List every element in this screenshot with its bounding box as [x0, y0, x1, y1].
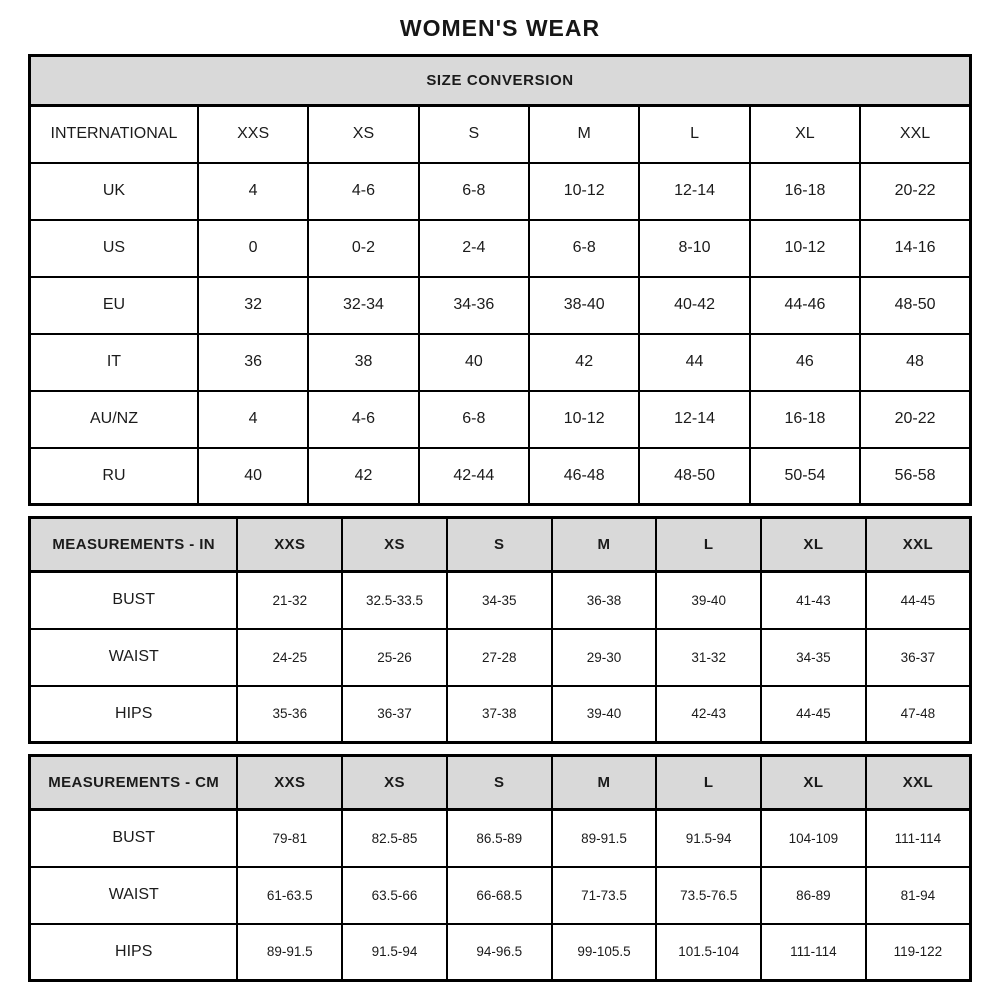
- measurements_in-value-cell: 37-38: [447, 686, 552, 743]
- measurements_cm-row-label: BUST: [30, 810, 238, 867]
- size_conversion-size-header: XL: [750, 106, 860, 163]
- size_conversion-value-cell: 46: [750, 334, 860, 391]
- size_conversion-value-cell: 16-18: [750, 163, 860, 220]
- size_conversion-row-label: EU: [30, 277, 198, 334]
- measurements_cm-value-cell: 71-73.5: [552, 867, 657, 924]
- size_conversion-row-label: UK: [30, 163, 198, 220]
- measurements_in-size-header: XL: [761, 518, 866, 572]
- size_conversion-row-label: IT: [30, 334, 198, 391]
- measurements_cm-value-cell: 86-89: [761, 867, 866, 924]
- measurements_in-size-header: XXL: [866, 518, 971, 572]
- measurements_in-size-header: XS: [342, 518, 447, 572]
- size_conversion-value-cell: 34-36: [419, 277, 529, 334]
- measurements_in-value-cell: 36-38: [552, 572, 657, 629]
- measurements_cm-row: [30, 810, 971, 867]
- measurements_cm-value-cell: 61-63.5: [237, 867, 342, 924]
- size_conversion-row: [30, 391, 971, 448]
- size_conversion-value-cell: 48-50: [639, 448, 749, 505]
- size_conversion-value-cell: 56-58: [860, 448, 970, 505]
- size_conversion-row-label: US: [30, 220, 198, 277]
- measurements_cm-row-label: HIPS: [30, 924, 238, 981]
- size_conversion-value-cell: 14-16: [860, 220, 970, 277]
- size_conversion-value-cell: 20-22: [860, 163, 970, 220]
- measurements_cm-value-cell: 91.5-94: [656, 810, 761, 867]
- measurements_cm-value-cell: 89-91.5: [552, 810, 657, 867]
- measurements_cm-value-cell: 119-122: [866, 924, 971, 981]
- size_conversion-value-cell: 10-12: [750, 220, 860, 277]
- size_conversion-row: [30, 334, 971, 391]
- measurements_in-value-cell: 36-37: [866, 629, 971, 686]
- size_conversion-value-cell: 10-12: [529, 391, 639, 448]
- size_conversion-value-cell: 50-54: [750, 448, 860, 505]
- measurements_in-value-cell: 21-32: [237, 572, 342, 629]
- size-conversion-table: [28, 54, 972, 506]
- measurements_in-size-header: M: [552, 518, 657, 572]
- size_conversion-value-cell: 0: [198, 220, 308, 277]
- page-title: WOMEN'S WEAR: [399, 15, 601, 41]
- size_conversion-value-cell: 44-46: [750, 277, 860, 334]
- size-conversion-body: [30, 106, 971, 505]
- measurements_in-value-cell: 36-37: [342, 686, 447, 743]
- measurements_cm-value-cell: 89-91.5: [237, 924, 342, 981]
- measurements_in-row: [30, 572, 971, 629]
- measurements_in-value-cell: 39-40: [552, 686, 657, 743]
- size_conversion-value-cell: 40-42: [639, 277, 749, 334]
- size_conversion-value-cell: 36: [198, 334, 308, 391]
- size_conversion-value-cell: 4: [198, 163, 308, 220]
- measurements-in-body: [30, 518, 971, 743]
- size_conversion-value-cell: 12-14: [639, 163, 749, 220]
- size_conversion-value-cell: 6-8: [419, 163, 529, 220]
- measurements_cm-row: [30, 867, 971, 924]
- measurements_cm-row: [30, 924, 971, 981]
- measurements-cm-body: [30, 756, 971, 981]
- measurements_in-value-cell: 29-30: [552, 629, 657, 686]
- measurements_in-row-label: HIPS: [30, 686, 238, 743]
- size-conversion-title: SIZE CONVERSION: [30, 56, 971, 106]
- measurements_cm-value-cell: 91.5-94: [342, 924, 447, 981]
- size_conversion-size-header: L: [639, 106, 749, 163]
- size_conversion-value-cell: 46-48: [529, 448, 639, 505]
- measurements_in-value-cell: 32.5-33.5: [342, 572, 447, 629]
- measurements_cm-value-cell: 81-94: [866, 867, 971, 924]
- measurements_cm-value-cell: 111-114: [761, 924, 866, 981]
- measurements_in-size-header: L: [656, 518, 761, 572]
- measurements_in-row-label: BUST: [30, 572, 238, 629]
- measurements_cm-size-header: XS: [342, 756, 447, 810]
- measurements_in-value-cell: 44-45: [761, 686, 866, 743]
- measurements_cm-header-row: [30, 756, 971, 810]
- size_conversion-value-cell: 8-10: [639, 220, 749, 277]
- size_conversion-row-label: AU/NZ: [30, 391, 198, 448]
- size_conversion-value-cell: 48-50: [860, 277, 970, 334]
- measurements_in-value-cell: 41-43: [761, 572, 866, 629]
- size-conversion-banner-row: [30, 56, 971, 106]
- size_conversion-value-cell: 20-22: [860, 391, 970, 448]
- measurements_cm-value-cell: 79-81: [237, 810, 342, 867]
- size_conversion-value-cell: 10-12: [529, 163, 639, 220]
- measurements_cm-size-header: L: [656, 756, 761, 810]
- size_conversion-value-cell: 32: [198, 277, 308, 334]
- size_conversion-value-cell: 6-8: [529, 220, 639, 277]
- size_conversion-value-cell: 4-6: [308, 163, 418, 220]
- size_conversion-value-cell: 42: [308, 448, 418, 505]
- measurements_cm-value-cell: 99-105.5: [552, 924, 657, 981]
- size_conversion-size-header: XXL: [860, 106, 970, 163]
- measurements_in-value-cell: 34-35: [761, 629, 866, 686]
- size_conversion-value-cell: 4: [198, 391, 308, 448]
- measurements_in-row: [30, 629, 971, 686]
- size_conversion-value-cell: 48: [860, 334, 970, 391]
- measurements_in-value-cell: 24-25: [237, 629, 342, 686]
- measurements_cm-value-cell: 94-96.5: [447, 924, 552, 981]
- measurements_in-value-cell: 25-26: [342, 629, 447, 686]
- size_conversion-size-header: M: [529, 106, 639, 163]
- measurements_in-header-row: [30, 518, 971, 572]
- size_conversion-value-cell: 2-4: [419, 220, 529, 277]
- size_conversion-value-cell: 38-40: [529, 277, 639, 334]
- measurements_in-value-cell: 35-36: [237, 686, 342, 743]
- size_conversion-label-header: INTERNATIONAL: [30, 106, 198, 163]
- size_conversion-value-cell: 16-18: [750, 391, 860, 448]
- size_conversion-value-cell: 4-6: [308, 391, 418, 448]
- measurements_cm-size-header: XXL: [866, 756, 971, 810]
- measurements_in-row-label: WAIST: [30, 629, 238, 686]
- size_conversion-row: [30, 448, 971, 505]
- measurements_cm-value-cell: 73.5-76.5: [656, 867, 761, 924]
- measurements_cm-size-header: XXS: [237, 756, 342, 810]
- size_conversion-size-header: XS: [308, 106, 418, 163]
- measurements_cm-size-header: M: [552, 756, 657, 810]
- measurements_in-size-header: XXS: [237, 518, 342, 572]
- measurements_cm-row-label: WAIST: [30, 867, 238, 924]
- measurements_in-value-cell: 34-35: [447, 572, 552, 629]
- size_conversion-row-label: RU: [30, 448, 198, 505]
- size_conversion-value-cell: 40: [198, 448, 308, 505]
- size_conversion-row: [30, 220, 971, 277]
- measurements_in-value-cell: 42-43: [656, 686, 761, 743]
- size_conversion-value-cell: 42: [529, 334, 639, 391]
- size_conversion-value-cell: 0-2: [308, 220, 418, 277]
- measurements-cm-table: [28, 754, 972, 982]
- measurements_cm-value-cell: 66-68.5: [447, 867, 552, 924]
- measurements_cm-size-header: S: [447, 756, 552, 810]
- measurements_cm-value-cell: 111-114: [866, 810, 971, 867]
- size_conversion-row: [30, 277, 971, 334]
- measurements_cm-value-cell: 104-109: [761, 810, 866, 867]
- measurements_cm-value-cell: 101.5-104: [656, 924, 761, 981]
- size_conversion-value-cell: 42-44: [419, 448, 529, 505]
- measurements_cm-title: MEASUREMENTS - CM: [30, 756, 238, 810]
- size_conversion-value-cell: 40: [419, 334, 529, 391]
- size_conversion-value-cell: 32-34: [308, 277, 418, 334]
- measurements-in-table: [28, 516, 972, 744]
- measurements_cm-value-cell: 63.5-66: [342, 867, 447, 924]
- size_conversion-value-cell: 6-8: [419, 391, 529, 448]
- size_conversion-value-cell: 12-14: [639, 391, 749, 448]
- measurements_cm-value-cell: 82.5-85: [342, 810, 447, 867]
- size_conversion-size-header: S: [419, 106, 529, 163]
- size_conversion-value-cell: 44: [639, 334, 749, 391]
- measurements_in-size-header: S: [447, 518, 552, 572]
- measurements_in-row: [30, 686, 971, 743]
- measurements_in-title: MEASUREMENTS - IN: [30, 518, 238, 572]
- measurements_in-value-cell: 27-28: [447, 629, 552, 686]
- size_conversion-row: [30, 163, 971, 220]
- measurements_cm-value-cell: 86.5-89: [447, 810, 552, 867]
- size_conversion-size-header: XXS: [198, 106, 308, 163]
- measurements_in-value-cell: 39-40: [656, 572, 761, 629]
- measurements_in-value-cell: 44-45: [866, 572, 971, 629]
- measurements_in-value-cell: 47-48: [866, 686, 971, 743]
- measurements_cm-size-header: XL: [761, 756, 866, 810]
- measurements_in-value-cell: 31-32: [656, 629, 761, 686]
- size_conversion-column-header-row: [30, 106, 971, 163]
- size_conversion-value-cell: 38: [308, 334, 418, 391]
